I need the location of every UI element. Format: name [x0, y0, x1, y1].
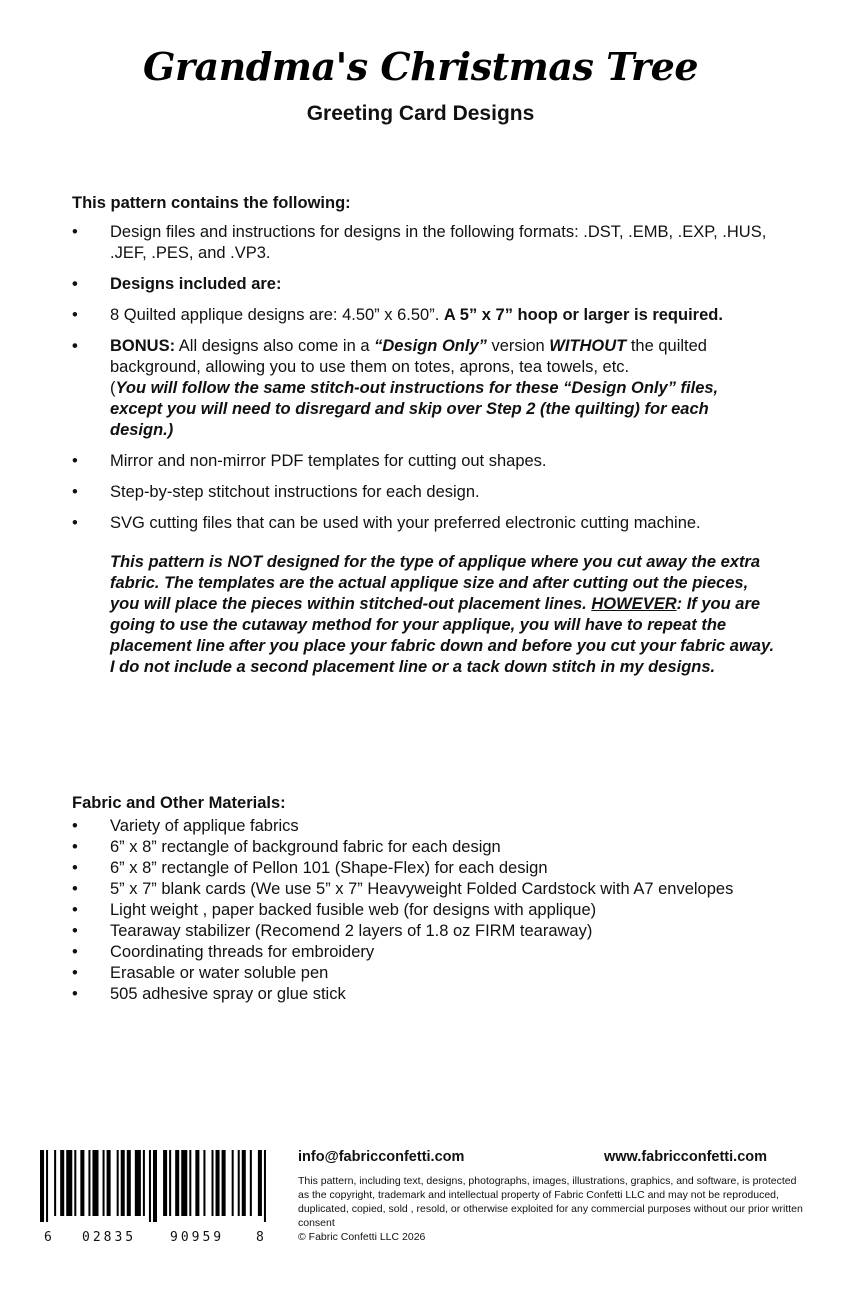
bullet-icon: • [72, 901, 78, 919]
list-item [72, 900, 772, 921]
barcode-bar [40, 1150, 44, 1222]
bullet-icon: • [72, 306, 78, 324]
list-item [72, 305, 772, 326]
barcode-bar [127, 1150, 131, 1216]
list-item-text: Design files and instructions for designs in the following formats: .DST, .EMB, .EXP, .HUS, .JEF, .PES, and .VP3. [110, 223, 767, 262]
list-item-text: Variety of applique fabrics [110, 817, 299, 835]
bonus-label: BONUS: [110, 337, 176, 355]
bullet-icon: • [72, 859, 78, 877]
barcode-bar [135, 1150, 141, 1216]
materials-heading: Fabric and Other Materials: [72, 794, 286, 812]
barcode-bar [107, 1150, 111, 1216]
list-item [72, 482, 772, 503]
bullet-icon: • [72, 838, 78, 856]
website-link[interactable]: www.fabricconfetti.com [604, 1149, 768, 1165]
barcode [40, 1150, 270, 1250]
list-item-text: 8 Quilted applique designs are: 4.50” x 6.50”. [110, 306, 444, 324]
bullet-icon: • [72, 943, 78, 961]
barcode-bar [181, 1150, 187, 1216]
bullet-icon: • [72, 880, 78, 898]
list-item-text: SVG cutting files that can be used with your preferred electronic cutting machine. [110, 514, 701, 532]
list-item-text: Coordinating threads for embroidery [110, 943, 375, 961]
barcode-bar [232, 1150, 234, 1216]
barcode-bar [175, 1150, 179, 1216]
materials-list [72, 816, 772, 1005]
bullet-icon: • [72, 223, 78, 241]
bullet-icon: • [72, 337, 78, 355]
barcode-bars [40, 1150, 270, 1222]
barcode-bar [117, 1150, 119, 1216]
list-item [72, 451, 772, 472]
bullet-icon: • [72, 483, 78, 501]
bullet-icon: • [72, 985, 78, 1003]
list-item [72, 274, 772, 295]
barcode-bar [80, 1150, 84, 1216]
bullet-icon: • [72, 817, 78, 835]
barcode-bar [250, 1150, 252, 1216]
barcode-bar [264, 1150, 266, 1222]
list-item-text: Step-by-step stitchout instructions for each design. [110, 483, 480, 501]
barcode-bar [211, 1150, 213, 1216]
barcode-bar [74, 1150, 76, 1216]
list-item [72, 837, 772, 858]
barcode-bar [169, 1150, 171, 1216]
list-item [72, 984, 772, 1005]
bullet-icon: • [72, 964, 78, 982]
note-highlight: HOWEVER [591, 595, 677, 613]
page-title: Grandma's Christmas Tree [143, 44, 698, 89]
list-item-text: Mirror and non-mirror PDF templates for cutting out shapes. [110, 452, 547, 470]
barcode-lead-digit: 6 [44, 1230, 52, 1245]
bonus-text: the quilted background, allowing you to use them on totes, aprons, tea towels, etc. [110, 337, 707, 376]
legal-notice [298, 1174, 808, 1244]
barcode-bar [46, 1150, 48, 1222]
list-item-text: Light weight , paper backed fusible web (for designs with applique) [110, 901, 597, 919]
barcode-bar [195, 1150, 199, 1216]
list-item [72, 963, 772, 984]
design-only-label: “Design Only” [374, 337, 487, 355]
list-item [72, 513, 772, 534]
list-item-text: Tearaway stabilizer (Recomend 2 layers of 1.8 oz FIRM tearaway) [110, 922, 593, 940]
contents-list [72, 222, 772, 544]
barcode-bar [216, 1150, 220, 1216]
bonus-text: All designs also come in a [175, 337, 375, 355]
bullet-icon: • [72, 514, 78, 532]
barcode-bar [203, 1150, 205, 1216]
list-item [72, 336, 772, 441]
list-item [72, 921, 772, 942]
barcode-right-group: 90959 [170, 1230, 225, 1245]
hoop-requirement: A 5” x 7” hoop or larger is required. [443, 306, 723, 324]
bullet-icon: • [72, 452, 78, 470]
barcode-bar [88, 1150, 90, 1216]
bullet-icon: • [72, 275, 78, 293]
list-item [72, 879, 772, 900]
barcode-bar [60, 1150, 64, 1216]
barcode-bar [103, 1150, 105, 1216]
barcode-bar [92, 1150, 98, 1216]
barcode-left-group: 02835 [82, 1230, 137, 1245]
note-text: This pattern is NOT designed for the type of applique where you cut away the extra fabric. The templates are the actual applique size and after cutting out the pieces, you will place the pieces within stitched-out placement lines. [110, 553, 761, 613]
list-item-text: 5” x 7” blank cards (We use 5” x 7” Heavyweight Folded Cardstock with A7 envelopes [110, 880, 734, 898]
note-text: : If you are going to use the cutaway method for your applique, you will have to repeat the placement line after you place your fabric down and before you cut your fabric away. I do not include a second placement line or a tack down stitch in my designs. [110, 595, 775, 676]
legal-text: This pattern, including text, designs, photographs, images, illustrations, graphics, and software, is protected as the copyright, trademark and intellectual property of Fabric Confetti LLC and may not be reproduced, duplicated, copied, sold , resold, or otherwise exploited for any commercial purposes without our prior written consent [298, 1175, 803, 1229]
copyright-text: © Fabric Confetti LLC 2026 [298, 1231, 426, 1243]
barcode-bar [163, 1150, 167, 1216]
barcode-bar [222, 1150, 226, 1216]
bonus-text: version [486, 337, 550, 355]
barcode-bar [153, 1150, 157, 1222]
bullet-icon: • [72, 922, 78, 940]
page-subtitle: Greeting Card Designs [306, 102, 535, 125]
list-item [72, 942, 772, 963]
barcode-bar [54, 1150, 56, 1216]
list-item [72, 816, 772, 837]
list-item [72, 222, 772, 264]
list-item-text: Designs included are: [110, 275, 282, 293]
list-item [72, 858, 772, 879]
barcode-bar [189, 1150, 191, 1216]
cutaway-note [110, 552, 778, 678]
list-item-text: 6” x 8” rectangle of background fabric for each design [110, 838, 501, 856]
list-item-text: 6” x 8” rectangle of Pellon 101 (Shape-Flex) for each design [110, 859, 548, 877]
without-label: WITHOUT [549, 337, 627, 355]
barcode-bar [149, 1150, 151, 1222]
barcode-bar [238, 1150, 240, 1216]
barcode-bar [143, 1150, 145, 1216]
barcode-check-digit: 8 [256, 1230, 264, 1245]
contact-email[interactable]: info@fabricconfetti.com [298, 1149, 465, 1165]
barcode-bar [121, 1150, 125, 1216]
barcode-bar [258, 1150, 262, 1216]
bonus-note: You will follow the same stitch-out instructions for these “Design Only” files, except you will need to disregard and skip over Step 2 (the quilting) for each design.) [110, 379, 719, 439]
barcode-bar [66, 1150, 72, 1216]
list-item-text: Erasable or water soluble pen [110, 964, 329, 982]
contents-heading: This pattern contains the following: [72, 194, 351, 212]
barcode-bar [242, 1150, 246, 1216]
paren-open: ( [110, 379, 116, 397]
list-item-text: 505 adhesive spray or glue stick [110, 985, 346, 1003]
